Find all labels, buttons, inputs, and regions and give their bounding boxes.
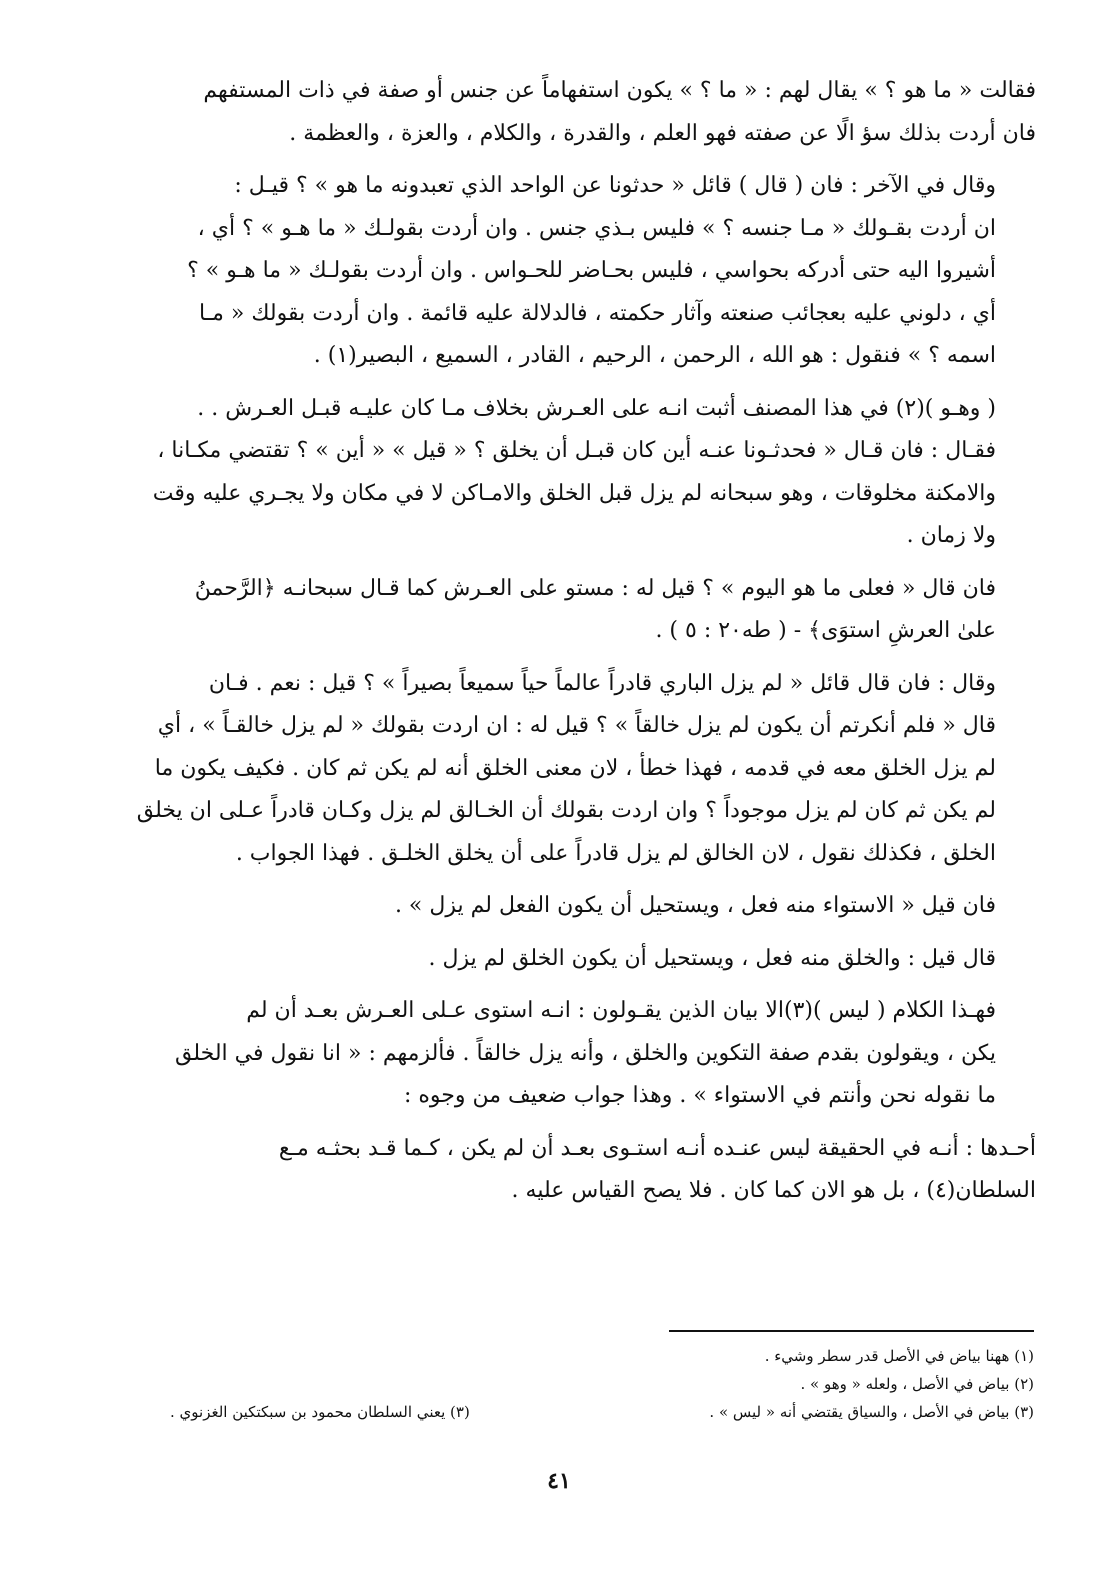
text-line: أحـدها : أنـه في الحقيقة ليس عنـده أنـه استـوى بعـد أن لم يكن ، كـما قـد بحثـه مـع: [278, 1135, 1036, 1161]
text-line: وقال في الآخر : فان ( قال ) قائل « حدثونا عن الواحد الذي تعبدونه ما هو » ؟ قيـل :: [234, 173, 996, 198]
footnote-row: [84, 1398, 1034, 1426]
text-line: لم يزل الخلق معه في قدمه ، فهذا خطأ ، لان معنى الخلق أنه لم يكن ثم كان . فكيف يكون ما: [154, 755, 996, 781]
footnote-1: (١) ههنا بياض في الأصل قدر سطر وشيء .: [764, 1347, 1034, 1365]
paragraph-3: [100, 388, 1036, 558]
paragraph-9: [100, 1128, 1036, 1213]
text-line: قال قيل : والخلق منه فعل ، ويستحيل أن يكون الخلق لم يزل .: [428, 945, 996, 971]
text-line: علىٰ العرشِ استوَى﴾ - ( طه٢٠ : ٥ ) .: [655, 618, 996, 643]
text-line: اسمه ؟ » فنقول : هو الله ، الرحمن ، الرحيم ، القادر ، السميع ، البصير(١) .: [313, 343, 996, 368]
text-line: ان أردت بقـولك « مـا جنسه ؟ » فليس بـذي جنس . وان أردت بقولـك « ما هـو » ؟ أي ،: [197, 215, 996, 241]
text-line: فقالت « ما هو ؟ » يقال لهم : « ما ؟ » يكون استفهاماً عن جنس أو صفة في ذات المستفهم: [203, 78, 1036, 103]
text-line: أشيروا اليه حتى أدركه بحواسي ، فليس بحـاضر للحـواس . وان أردت بقولـك « ما هـو » ؟: [187, 258, 996, 283]
page-number: ٤١: [547, 1468, 571, 1494]
footnote-2: (٢) بياض في الأصل ، ولعله « وهو » .: [800, 1375, 1034, 1393]
text-line: الخلق ، فكذلك نقول ، لان الخالق لم يزل قادراً على أن يخلق الخلـق . فهذا الجواب .: [235, 840, 996, 866]
paragraph-2: [100, 165, 1036, 378]
text-line: فان قيل « الاستواء منه فعل ، ويستحيل أن يكون الفعل لم يزل » .: [394, 893, 996, 918]
footnotes: [84, 1342, 1034, 1426]
footnote-3: (٣) بياض في الأصل ، والسياق يقتضي أنه « ليس » .: [709, 1403, 1034, 1421]
text-line: السلطان(٤) ، بل هو الان كما كان . فلا يصح القياس عليه .: [511, 1178, 1036, 1203]
text-line: فان أردت بذلك سؤ الًا عن صفته فهو العلم ، والقدرة ، والكلام ، والعزة ، والعظمة .: [289, 120, 1036, 146]
main-text: [100, 70, 1036, 1223]
footnote-4: (٣) يعني السلطان محمود بن سبكتكين الغزنوي .: [170, 1403, 470, 1421]
text-line: أي ، دلوني عليه بعجائب صنعته وآثار حكمته ، فالدلالة عليه قائمة . وان أردت بقولك « مـا: [198, 300, 996, 326]
paragraph-1: [100, 70, 1036, 155]
text-line: والامكنة مخلوقات ، وهو سبحانه لم يزل قبل الخلق والامـاكن لا في مكان ولا يجـري عليه وقت: [152, 480, 996, 506]
text-line: فقـال : فان قـال « فحدثـونا عنـه أين كان قبـل أن يخلق ؟ « قيل » « أين » ؟ تقتضي مكـانا ،: [157, 438, 996, 463]
paragraph-4: [100, 568, 1036, 653]
text-line: وقال : فان قال قائل « لم يزل الباري قادراً عالماً حياً سميعاً بصيراً » ؟ قيل : نعم . فـان: [208, 670, 996, 696]
text-line: ( وهـو )(٢) في هذا المصنف أثبت انـه على العـرش بخلاف مـا كان عليـه قبـل العـرش . .: [197, 395, 996, 421]
text-line: يكن ، ويقولون بقدم صفة التكوين والخلق ، وأنه يزل خالقاً . فألزمهم : « انا نقول في الخلق: [175, 1040, 996, 1066]
text-line: ولا زمان .: [906, 523, 996, 548]
text-line: لم يكن ثم كان لم يزل موجوداً ؟ وان اردت بقولك أن الخـالق لم يزل وكـان قادراً عـلى ان يخلق: [136, 798, 996, 823]
footnote-divider: [669, 1330, 1034, 1332]
paragraph-8: [100, 990, 1036, 1118]
paragraph-7: [100, 938, 1036, 981]
text-line: فهـذا الكلام ( ليس )(٣)الا بيان الذين يقـولون : انـه استوى عـلى العـرش بعـد أن لم: [246, 998, 996, 1023]
paragraph-6: [100, 885, 1036, 928]
paragraph-5: [100, 663, 1036, 876]
text-line: ما نقوله نحن وأنتم في الاستواء » . وهذا جواب ضعيف من وجوه :: [403, 1083, 996, 1108]
text-line: فان قال « فعلى ما هو اليوم » ؟ قيل له : مستو على العـرش كما قـال سبحانـه ﴿الرَّحمنُ: [194, 575, 996, 601]
text-line: قال « فلم أنكرتم أن يكون لم يزل خالقاً » ؟ قيل له : ان اردت بقولك « لم يزل خالقـاً » ، أي: [157, 713, 996, 738]
